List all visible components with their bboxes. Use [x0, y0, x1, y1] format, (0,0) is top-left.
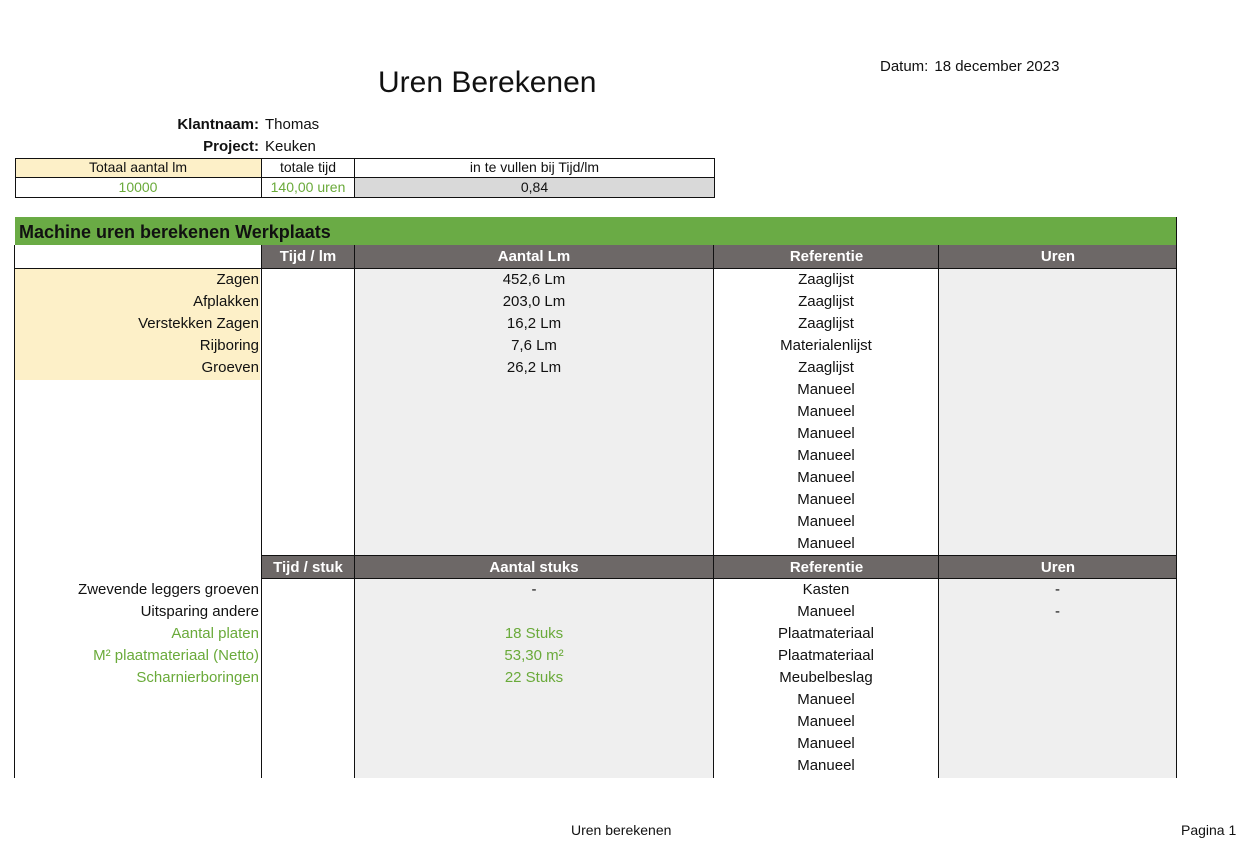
table-cell-uren — [939, 689, 1176, 711]
client-name-label: Klantnaam: — [177, 116, 259, 133]
table-cell-referentie: Manueel — [797, 403, 855, 420]
page-title: Uren Berekenen — [378, 66, 597, 99]
table-cell-aantal[interactable]: 53,30 m² — [504, 647, 564, 664]
table-cell-referentie: Manueel — [797, 535, 855, 552]
table-cell-referentie: Zaaglijst — [798, 359, 854, 376]
date — [880, 58, 1059, 75]
table-row-label: Verstekken Zagen — [138, 315, 259, 332]
client-name: Thomas — [265, 116, 320, 133]
header-referentie: Referentie — [714, 245, 939, 268]
summary-header-total-lm: Totaal aantal lm — [15, 158, 261, 177]
uren-column-1 — [939, 269, 1176, 555]
table-cell-referentie: Manueel — [797, 469, 855, 486]
table-row-label — [15, 423, 259, 445]
table-cell-aantal[interactable]: 203,0 Lm — [502, 293, 566, 310]
summary-total-time: 140,00 uren — [270, 179, 346, 195]
table-row-label — [15, 467, 259, 489]
table-row-label — [15, 689, 259, 711]
table-cell-referentie: Manueel — [797, 513, 855, 530]
summary-table — [15, 158, 715, 198]
table-cell-uren — [939, 711, 1176, 733]
table-row-label — [15, 755, 259, 777]
table-cell-referentie: Manueel — [797, 491, 855, 508]
table-cell-referentie: Manueel — [797, 713, 855, 730]
table-row-label: Scharnierboringen — [136, 669, 259, 686]
table-cell-referentie: Zaaglijst — [798, 293, 854, 310]
table-cell-aantal[interactable]: 26,2 Lm — [506, 359, 562, 376]
table-cell-aantal[interactable] — [355, 445, 713, 467]
table-cell-aantal[interactable] — [355, 711, 713, 733]
table-cell-referentie: Manueel — [797, 447, 855, 464]
header-uren-2: Uren — [939, 556, 1177, 579]
table-cell-referentie: Kasten — [802, 581, 850, 598]
table-row-label: Zagen — [216, 271, 259, 288]
table-row-label: Afplakken — [193, 293, 259, 310]
table-row-label — [15, 711, 259, 733]
client-info — [99, 116, 399, 160]
table-cell-aantal[interactable] — [355, 423, 713, 445]
table-cell-aantal[interactable] — [355, 689, 713, 711]
table-cell-referentie: Materialenlijst — [780, 337, 872, 354]
table-row-label: Groeven — [201, 359, 259, 376]
header-referentie-2: Referentie — [714, 556, 939, 579]
header-aantal-lm: Aantal Lm — [354, 245, 714, 268]
table-cell-referentie: Zaaglijst — [798, 315, 854, 332]
table-row-label — [15, 379, 259, 401]
table-cell-aantal[interactable]: 22 Stuks — [504, 669, 564, 686]
page-number: Pagina 1 — [1181, 822, 1237, 838]
table-row-label: M² plaatmateriaal (Netto) — [93, 647, 259, 664]
table-cell-aantal[interactable] — [355, 511, 713, 533]
table-cell-aantal[interactable] — [355, 533, 713, 555]
table-cell-referentie: Plaatmateriaal — [778, 625, 874, 642]
summary-header-fill-in: in te vullen bij Tijd/lm — [469, 159, 600, 175]
table-cell-uren — [939, 755, 1176, 777]
table-cell-referentie: Meubelbeslag — [779, 669, 873, 686]
table-row-label: Zwevende leggers groeven — [78, 581, 259, 598]
table-cell-referentie: Manueel — [797, 757, 855, 774]
table-cell-aantal[interactable] — [355, 733, 713, 755]
table-row-label — [15, 733, 259, 755]
table-row-label — [15, 533, 259, 555]
table-cell-referentie: Plaatmateriaal — [778, 647, 874, 664]
date-value: 18 december 2023 — [934, 58, 1060, 75]
table-cell-uren — [939, 623, 1176, 645]
table-cell-referentie: Manueel — [797, 735, 855, 752]
table-cell-aantal[interactable]: 452,6 Lm — [502, 271, 566, 288]
header-tijd-lm: Tijd / lm — [262, 245, 354, 268]
table-row-label: Aantal platen — [171, 625, 259, 642]
table-cell-referentie: Manueel — [797, 381, 855, 398]
date-label: Datum: — [880, 58, 929, 75]
table-row-label: Uitsparing andere — [140, 603, 259, 620]
table-cell-referentie: Zaaglijst — [798, 271, 854, 288]
table-cell-aantal[interactable] — [355, 379, 713, 401]
table-cell-uren — [939, 645, 1176, 667]
table-cell-referentie: Manueel — [797, 425, 855, 442]
table-cell-aantal[interactable]: 18 Stuks — [504, 625, 564, 642]
table-row-label — [15, 445, 259, 467]
project-label: Project: — [203, 138, 259, 155]
table-cell-uren — [939, 733, 1176, 755]
table-row-label — [15, 489, 259, 511]
summary-time-per-lm[interactable]: 0,84 — [355, 178, 714, 197]
header-tijd-stuk: Tijd / stuk — [262, 556, 354, 579]
table-cell-aantal[interactable]: 16,2 Lm — [506, 315, 562, 332]
table-cell-uren — [939, 667, 1176, 689]
table-cell-uren: - — [1055, 581, 1060, 598]
table-cell-uren: - — [1055, 603, 1060, 620]
section-banner: Machine uren berekenen Werkplaats — [15, 217, 1177, 245]
table-row-label: Rijboring — [199, 337, 259, 354]
table-cell-aantal[interactable] — [355, 401, 713, 423]
table-cell-aantal[interactable] — [355, 755, 713, 777]
table-cell-aantal[interactable] — [355, 467, 713, 489]
table-cell-aantal[interactable]: 7,6 Lm — [511, 337, 557, 354]
table-row-label — [15, 401, 259, 423]
footer-title: Uren berekenen — [571, 822, 672, 838]
table-row-label — [15, 511, 259, 533]
table-cell-referentie: Manueel — [797, 691, 855, 708]
table-cell-referentie: Manueel — [797, 603, 855, 620]
summary-header-total-time: totale tijd — [279, 159, 337, 175]
summary-total-lm: 10000 — [118, 179, 158, 195]
header-uren: Uren — [939, 245, 1177, 268]
table-cell-aantal[interactable] — [355, 601, 713, 623]
table-cell-aantal[interactable]: - — [531, 581, 537, 598]
header-aantal-stuks: Aantal stuks — [354, 556, 714, 579]
project-value: Keuken — [265, 138, 316, 155]
table-cell-aantal[interactable] — [355, 489, 713, 511]
